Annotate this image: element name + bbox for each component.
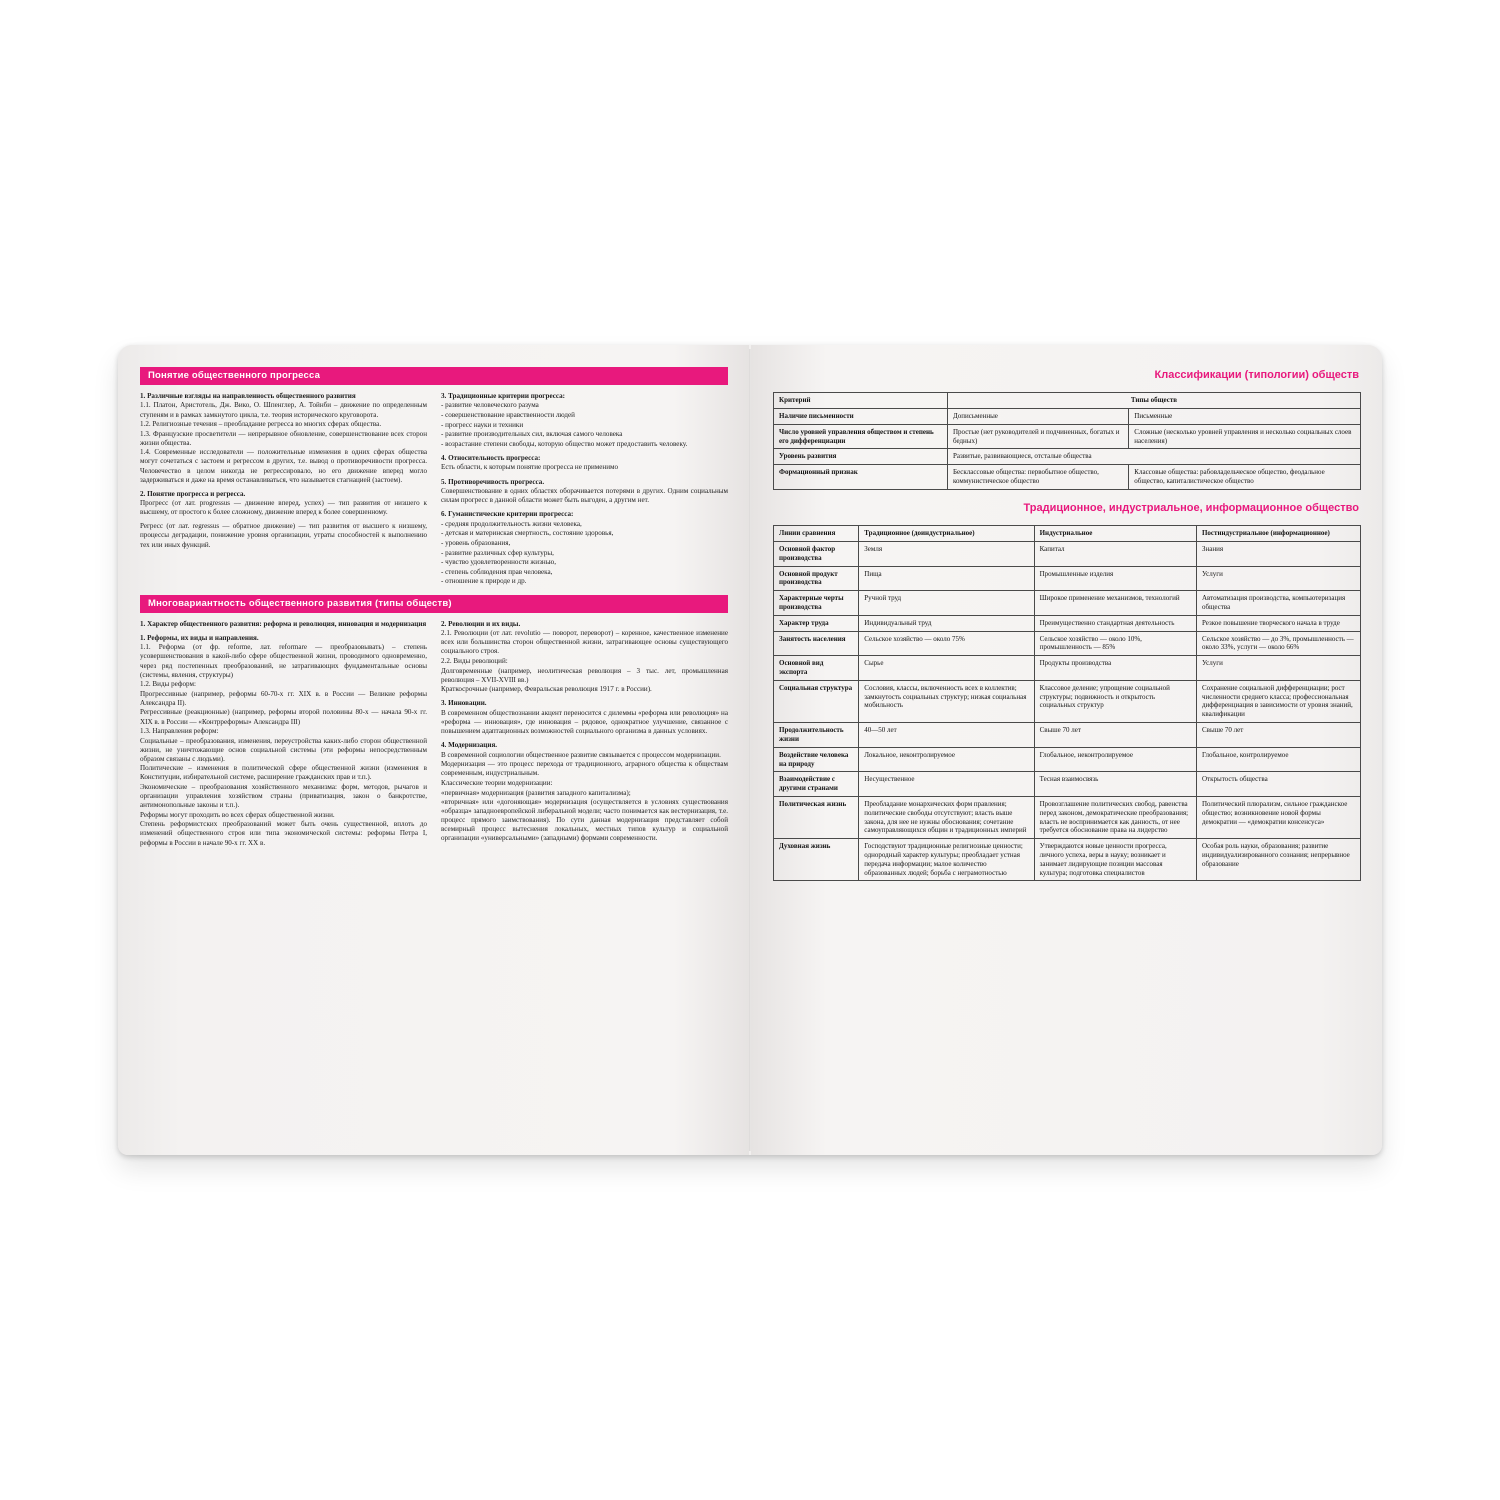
table-cell: Особая роль науки, образования; развитие индивидуализированного сознания; непрерывное образование	[1196, 839, 1360, 881]
table-cell: Политический плюрализм, сильное гражданское общество; возникновение новой формы демократии — «демократии консенсуса»	[1196, 796, 1360, 838]
table-cell: Формационный признак	[774, 465, 948, 490]
table-row	[774, 566, 1361, 591]
table-cell: Социальная структура	[774, 680, 859, 722]
table-row	[774, 680, 1361, 722]
table-cell: Основной фактор производства	[774, 541, 859, 566]
table-row	[774, 723, 1361, 748]
table-cell: Утверждаются новые ценности прогресса, личного успеха, веры в науку; возникает и занимает лидирующие позиции массовая культура; подготовка специалистов	[1034, 839, 1196, 881]
table-cell: Индивидуальный труд	[859, 615, 1034, 631]
paragraph: 1.3. Французские просветители — непрерывное обновление, совершенствование всех сторон жизни общества.	[140, 429, 427, 447]
paragraph: В современной социологии общественное развитие связывается с процессом модернизации.	[441, 750, 721, 759]
table-cell: Развитые, развивающиеся, отсталые общества	[947, 449, 1360, 465]
table-row	[774, 656, 1361, 681]
table-header-row	[774, 526, 1361, 542]
paragraph: - развитие человеческого разума	[441, 401, 539, 410]
paragraph: 4. Модернизация.	[441, 741, 498, 750]
table-row	[774, 591, 1361, 616]
table-cell: Сырье	[859, 656, 1034, 681]
left-header-progress: Понятие общественного прогресса	[140, 367, 728, 385]
paragraph: 1.3. Направления реформ:	[140, 727, 219, 736]
table-cell: Широкое применение механизмов, технологий	[1034, 591, 1196, 616]
paragraph: - развитие производительных сил, включая самого человека	[441, 430, 623, 439]
paragraph: 1. Реформы, их виды и направления.	[140, 633, 259, 642]
left-section2	[140, 620, 728, 848]
paragraph: 1.2. Виды реформ:	[140, 680, 196, 689]
table-cell: Господствуют традиционные религиозные ценности; однородный характер культуры; преобладает устная передача информации; малое количество образованных людей; борьба с неграмотностью	[859, 839, 1034, 881]
paragraph: Регресс (от лат. regressus — обратное движение) — тип развития от высшего к низшему, процессы деградации, понижение уровня организации, утраты способностей к выполнению тех или иных функций.	[140, 522, 427, 549]
table-row	[774, 631, 1361, 656]
table-cell: Число уровней управления обществом и степень его дифференциации	[774, 424, 948, 449]
table-cell: Сельское хозяйство — около 75%	[859, 631, 1034, 656]
paragraph: Краткосрочные (например, Февральская революция 1917 г. в России).	[441, 685, 652, 694]
table-cell: Свыше 70 лет	[1034, 723, 1196, 748]
paragraph: 3. Традиционные критерии прогресса:	[441, 391, 565, 400]
table-cell: Сельское хозяйство — около 10%, промышленность — 85%	[1034, 631, 1196, 656]
paragraph: Социальные – преобразования, изменения, переустройства каких-либо сторон общественной жизни, не уничтожающие основ социальной системы (эти реформы непосредственным образом связаны с людьми).	[140, 736, 427, 763]
open-spread	[118, 345, 1382, 1155]
paragraph: Есть области, к которым понятие прогресса не применимо	[441, 463, 619, 472]
table-cell: Услуги	[1196, 566, 1360, 591]
paragraph: - средняя продолжительность жизни человека,	[441, 519, 582, 528]
table-cell: Бесклассовые общества: первобытное общество, коммунистическое общество	[947, 465, 1128, 490]
paragraph: - прогресс науки и техники	[441, 420, 524, 429]
left-header-variability: Многовариантность общественного развития (типы обществ)	[140, 595, 728, 613]
paragraph: Регрессивные (реакционные) (например, реформы второй половины 80-х — начала 90-х гг. XIX в. в России — «Контрреформы» Александра III)	[140, 708, 427, 726]
left-section1-col1	[140, 392, 427, 587]
table-cell: Сословия, классы, включенность всех в коллектив; замкнутость социальных структур; низкая социальная мобильность	[859, 680, 1034, 722]
paragraph: В современном обществознании акцент переносится с дилеммы «реформа или революция» на «реформа — инновация», где инновация – рядовое, однократное улучшение, связанное с повышением адаптационных возможностей социального организма в данных условиях.	[441, 708, 728, 736]
table-cell: Дописьменные	[947, 409, 1128, 425]
table-cell: Ручной труд	[859, 591, 1034, 616]
paragraph: 1.1. Реформа (от фр. reforme, лат. reformare — преобразовывать) – степень усовершенствования в какой-либо сфере общественной жизни, проводимого одновременно, через ряд постепенных преобразований, не затрагивающих фундаментальные основы (системы, явления, структуры)	[140, 643, 427, 679]
paragraph: 2.2. Виды революций:	[441, 657, 508, 666]
table-cell: Резкое повышение творческого начала в труде	[1196, 615, 1360, 631]
table-cell: Свыше 70 лет	[1196, 723, 1360, 748]
table-cell: Знания	[1196, 541, 1360, 566]
table-cell: Автоматизация производства, компьютеризация общества	[1196, 591, 1360, 616]
left-page-content	[140, 367, 728, 848]
left-section2-col2	[441, 620, 728, 848]
table-cell: Сохранение социальной дифференциации; рост численности среднего класса; профессиональная дифференциация в зависимости от уровня знаний, квалификации	[1196, 680, 1360, 722]
table-cell: Воздействие человека на природу	[774, 747, 859, 772]
table-cell: Классовое деление; упрощение социальной структуры; подвижность и открытость социальных структур	[1034, 680, 1196, 722]
paragraph: - уровень образования,	[441, 538, 511, 547]
table-cell: Взаимодействие с другими странами	[774, 772, 859, 797]
table-cell: Основной вид экспорта	[774, 656, 859, 681]
table-cell: 40—50 лет	[859, 723, 1034, 748]
paragraph: - развитие различных сфер культуры,	[441, 548, 554, 557]
right-header-societies: Традиционное, индустриальное, информационное общество	[1023, 501, 1359, 514]
table-cell: Пища	[859, 566, 1034, 591]
table-row	[774, 615, 1361, 631]
table-cell: Преобладание монархических форм правления; политические свободы отсутствуют; власть выше закона, для нее не нужны обоснования; сочетание самоуправляющихся общин и традиционных империй	[859, 796, 1034, 838]
paragraph: «вторичная» или «догоняющая» модернизация (осуществляется в условиях существования «образца» западноевропейской либеральной модели; часто понимается как вестернизация, т.е. процесс прямого заимствования). По сути данная модернизация представляет собой всемирный процесс вытеснения локальных, местных типов культур и социальной организации «универсальными» (западными) формами современности.	[441, 798, 728, 843]
table-row	[774, 449, 1361, 465]
table-row	[774, 424, 1361, 449]
table-header-row	[774, 393, 1361, 409]
table-cell: Глобальное, неконтролируемое	[1034, 747, 1196, 772]
society-types-table	[773, 525, 1361, 881]
right-page-content	[773, 367, 1361, 881]
table-cell: Духовная жизнь	[774, 839, 859, 881]
table-row	[774, 839, 1361, 881]
table-cell: Наличие письменности	[774, 409, 948, 425]
table-cell: Простые (нет руководителей и подчиненных, богатых и бедных)	[947, 424, 1128, 449]
paragraph: 4. Относительность прогресса:	[441, 453, 541, 462]
table-header-cell: Индустриальное	[1034, 526, 1196, 542]
table-cell: Преимущественно стандартная деятельность	[1034, 615, 1196, 631]
table-cell: Характер труда	[774, 615, 859, 631]
paragraph: - отношение к природе и др.	[441, 577, 527, 586]
table-row	[774, 541, 1361, 566]
table-cell: Капитал	[1034, 541, 1196, 566]
table-cell: Сельское хозяйство — до 3%, промышленность — около 33%, услуги — около 66%	[1196, 631, 1360, 656]
paragraph: Прогресс (от лат. progressus — движение вперед, успех) — тип развития от низшего к высшему, от простого к более сложному, движение вперед к более совершенному.	[140, 499, 427, 517]
paragraph: 2. Понятие прогресса и регресса.	[140, 489, 246, 498]
table-cell: Характерные черты производства	[774, 591, 859, 616]
table-cell: Глобальное, контролируемое	[1196, 747, 1360, 772]
paragraph: 6. Гуманистические критерии прогресса:	[441, 510, 574, 519]
table-cell: Сложные (несколько уровней управления и несколько социальных слоев населения)	[1129, 424, 1361, 449]
table-header-cell: Традиционное (доиндустриальное)	[859, 526, 1034, 542]
table-cell: Классовые общества: рабовладельческое общество, феодальное общество, капиталистическое общество	[1129, 465, 1361, 490]
paragraph: Прогрессивные (например, реформы 60-70-х гг. XIX в. в России — Великие реформы Александра II).	[140, 689, 427, 707]
left-section1-col2	[441, 392, 728, 587]
paragraph: 2.1. Революции (от лат. revolutio — поворот, переворот) – коренное, качественное изменение всех или большинства сторон общественной жизни, затрагивающее основы существующего социального строя.	[441, 629, 728, 656]
table-header-cell: Типы обществ	[947, 393, 1360, 409]
paragraph: Реформы могут проходить во всех сферах общественной жизни.	[140, 810, 335, 819]
paragraph: - степень соблюдения прав человека,	[441, 567, 553, 576]
left-section2-col1	[140, 620, 427, 848]
paragraph: Совершенствование в одних областях оборачивается потерями в других. Одним социальным силам прогресс в данной области может быть выгоден, а другим нет.	[441, 487, 728, 505]
left-section1	[140, 392, 728, 587]
table-cell: Уровень развития	[774, 449, 948, 465]
paragraph: Модернизация — это процесс перехода от традиционного, аграрного общества к обществам современным, индустриальным.	[441, 760, 728, 778]
table-cell: Продукты производства	[1034, 656, 1196, 681]
classification-table	[773, 392, 1361, 490]
table-cell: Провозглашение политических свобод, равенства перед законом, демократические преобразования; власть не воспринимается как данность, от нее требуется обоснование права на лидерство	[1034, 796, 1196, 838]
paragraph: Политические – изменения в политической сфере общественной жизни (изменения в Конституции, избирательной системе, расширение гражданских прав и т.п.).	[140, 764, 427, 782]
table-cell: Основной продукт производства	[774, 566, 859, 591]
table-cell: Продолжительность жизни	[774, 723, 859, 748]
table-header-cell: Линии сравнения	[774, 526, 859, 542]
paragraph: 1. Различные взгляды на направленность общественного развития	[140, 391, 356, 400]
paragraph: Степень реформистских преобразований может быть очень существенной, вплоть до изменений общественного строя или типа экономической системы: реформы Петра I, реформы в России в начале 90-х гг. XX в.	[140, 820, 427, 847]
paragraph: - чувство удовлетворенности жизнью,	[441, 558, 557, 567]
table-cell: Тесная взаимосвязь	[1034, 772, 1196, 797]
table-cell: Открытость общества	[1196, 772, 1360, 797]
table-cell: Земля	[859, 541, 1034, 566]
paragraph: - возрастание степени свободы, которую общество может предоставить человеку.	[441, 439, 688, 448]
table-cell: Промышленные изделия	[1034, 566, 1196, 591]
paragraph: 5. Противоречивость прогресса.	[441, 477, 545, 486]
paragraph: «первичная» модернизация (развития западного капитализма);	[441, 788, 631, 797]
paragraph: 3. Инновации.	[441, 699, 487, 708]
table-cell: Письменные	[1129, 409, 1361, 425]
table-cell: Несущественное	[859, 772, 1034, 797]
table-header-cell: Критерий	[774, 393, 948, 409]
paragraph: Долговременные (например, неолитическая революция – 3 тыс. лет, промышленная революция – XVII-XVIII вв.)	[441, 666, 728, 684]
table-row	[774, 796, 1361, 838]
paragraph: 1.2. Религиозные течения – преобладание регресса во многих сферах общества.	[140, 420, 382, 429]
table-row	[774, 772, 1361, 797]
table-row	[774, 465, 1361, 490]
table-header-cell: Постиндустриальное (информационное)	[1196, 526, 1360, 542]
paragraph: - детская и материнская смертность, состояние здоровья,	[441, 529, 614, 538]
right-header-classification: Классификации (типологии) обществ	[1154, 369, 1359, 381]
table-cell: Политическая жизнь	[774, 796, 859, 838]
paragraph: Классические теории модернизации:	[441, 778, 553, 787]
paragraph: 1. Характер общественного развития: реформа и революция, инновация и модернизация	[140, 619, 427, 628]
table-row	[774, 747, 1361, 772]
table-cell: Занятость населения	[774, 631, 859, 656]
paragraph: 1.4. Современные исследователи — положительные изменения в одних сферах общества могут сочетаться с застоем и регрессом в других, т.е. вывод о противоречивости прогресса. Человечество в целом никогда не регрессировало, но его движение вперед могло задерживаться и даже на время останавливаться, что называется стагнацией (застоем).	[140, 448, 427, 484]
paragraph: 2. Революции и их виды.	[441, 619, 521, 628]
paragraph: - совершенствование нравственности людей	[441, 411, 575, 420]
paragraph: 1.1. Платон, Аристотель, Дж. Вико, О. Шпенглер, А. Тойнби – движение по определенным ступеням и в рамках замкнутого цикла, т.е. теория исторического круговорота.	[140, 401, 427, 419]
table-cell: Локальное, неконтролируемое	[859, 747, 1034, 772]
table-cell: Услуги	[1196, 656, 1360, 681]
table-row	[774, 409, 1361, 425]
paragraph: Экономические – преобразования хозяйственного механизма: форм, методов, рычагов и организации управления хозяйством страны (приватизация, закон о банкротстве, антимонопольные законы и т.п.).	[140, 783, 427, 810]
